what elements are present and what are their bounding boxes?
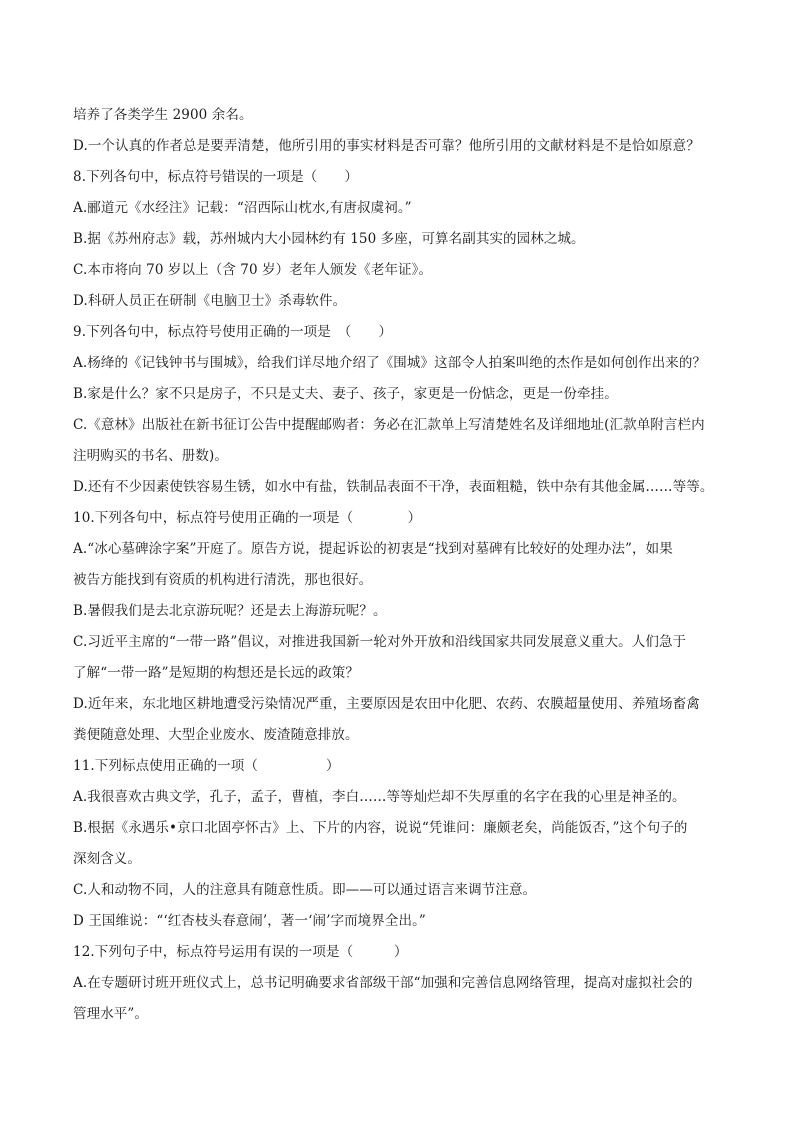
question-10-option-a: A.“冰心墓碑涂字案”开庭了。原告方说，提起诉讼的初衷是“找到对墓碑有比较好的处理办法”，如果: [73, 541, 673, 557]
question-8-option-c: C.本市将向 70 岁以上（含 70 岁）老年人颁发《老年证》。: [73, 262, 433, 278]
question-10-option-a-continued: 被告方能找到有资质的机构进行清洗，那也很好。: [73, 572, 373, 588]
question-11-option-c: C.人和动物不同，人的注意具有随意性质。即——可以通过语言来调节注意。: [73, 882, 537, 898]
question-9-option-d: D.还有不少因素使铁容易生锈，如水中有盐，铁制品表面不干净，表面粗糙，铁中杂有其他金属……等等。: [73, 479, 714, 495]
question-12-option-a-continued: 管理水平”。: [73, 1006, 149, 1022]
question-7-option-d: D.一个认真的作者总是要弄清楚，他所引用的事实材料是否可靠？他所引用的文献材料是不是恰如原意？: [73, 138, 700, 154]
question-9-option-a: A.杨绛的《记钱钟书与围城》，给我们详尽地介绍了《围城》这部令人拍案叫绝的杰作是如何创作出来的？: [73, 355, 707, 371]
question-9-option-c-continued: 注明购买的书名、册数)。: [73, 448, 228, 464]
question-11-option-b: B.根据《永遇乐•京口北固亭怀古》上、下片的内容，说说“凭谁问：廉颇老矣，尚能饭否，”这个句子的: [73, 820, 688, 836]
question-12-stem: 12.下列句子中，标点符号运用有误的一项是（ ）: [73, 944, 408, 960]
question-10-option-c-continued: 了解“一带一路”是短期的构想还是长远的政策？: [73, 665, 360, 681]
question-10-option-d: D.近年来，东北地区耕地遭受污染情况严重，主要原因是农田中化肥、农药、农膜超量使用、养殖场畜禽: [73, 696, 700, 712]
question-9-option-c: C.《意林》出版社在新书征订公告中提醒邮购者：务必在汇款单上写清楚姓名及详细地址(汇款单附言栏内: [73, 417, 705, 433]
question-8-stem: 8.下列各句中，标点符号错误的一项是（ ）: [73, 169, 359, 185]
text-line: 培养了各类学生 2900 余名。: [73, 107, 253, 123]
question-10-option-d-continued: 粪便随意处理、大型企业废水、废渣随意排放。: [73, 727, 359, 743]
question-9-option-b: B.家是什么？家不只是房子，不只是丈夫、妻子、孩子，家更是一份惦念，更是一份牵挂。: [73, 386, 618, 402]
question-10-option-b: B.暑假我们是去北京游玩呢？还是去上海游玩呢？。: [73, 603, 387, 619]
question-11-option-b-continued: 深刻含义。: [73, 851, 141, 867]
question-11-stem: 11.下列标点使用正确的一项（ ）: [73, 758, 340, 774]
question-11-option-d: D 王国维说：“‘红杏枝头春意闹’，著一‘闹’字而境界全出。”: [73, 913, 426, 929]
document-body: [73, 100, 723, 1030]
question-11-option-a: A.我很喜欢古典文学，孔子，孟子，曹植，李白……等等灿烂却不失厚重的名字在我的心里是神圣的。: [73, 789, 686, 805]
question-8-option-b: B.据《苏州府志》载，苏州城内大小园林约有 150 多座，可算名副其实的园林之城。: [73, 231, 585, 247]
question-12-option-a: A.在专题研讨班开班仪式上，总书记明确要求省部级干部“加强和完善信息网络管理，提高对虚拟社会的: [73, 975, 693, 991]
question-10-stem: 10.下列各句中，标点符号使用正确的一项是（ ）: [73, 510, 422, 526]
question-8-option-a: A.郦道元《水经注》记载：“沼西际山枕水,有唐叔虞祠。”: [73, 200, 412, 216]
question-9-stem: 9.下列各句中，标点符号使用正确的一项是 （ ）: [73, 324, 393, 340]
question-8-option-d: D.科研人员正在研制《电脑卫士》杀毒软件。: [73, 293, 347, 309]
question-10-option-c: C.习近平主席的“一带一路”倡议，对推进我国新一轮对外开放和沿线国家共同发展意义重大。人们急于: [73, 634, 687, 650]
